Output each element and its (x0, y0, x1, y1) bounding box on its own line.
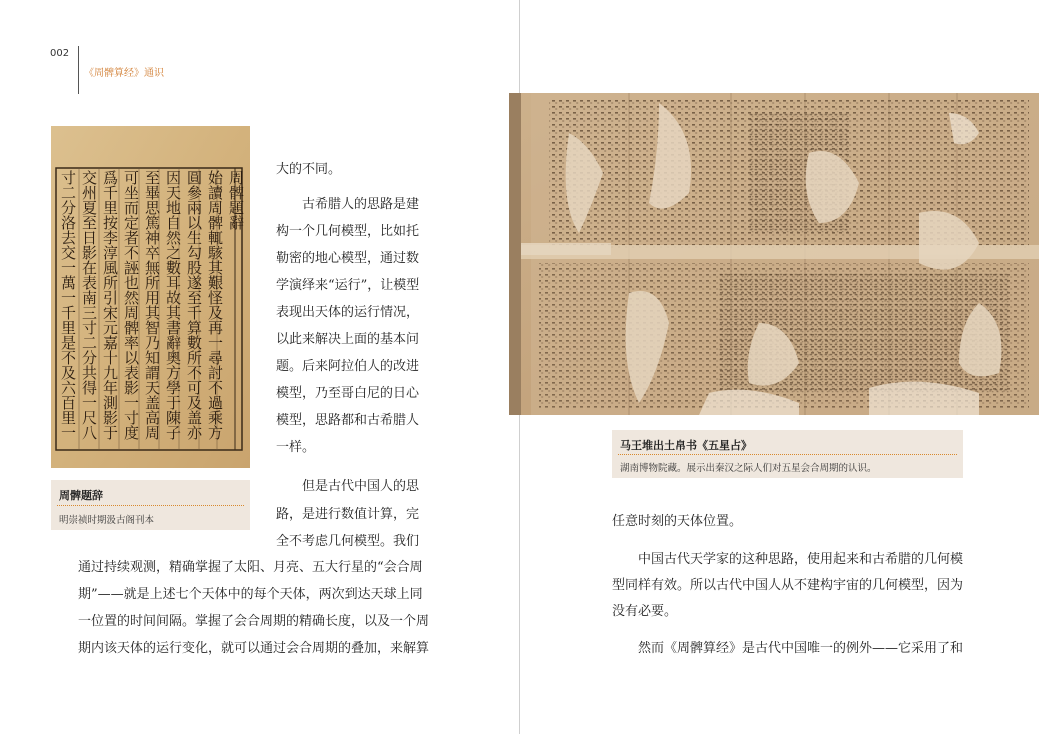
body-line: 古希腊人的思路是建 (302, 197, 420, 212)
figure2-caption (612, 430, 963, 478)
body-line: 通过持续观测，精确掌握了太阳、月亮、五大行星的“会合周 (78, 560, 423, 575)
body-line: 全不考虑几何模型。我们 (276, 534, 420, 549)
body-line: 学演绎来“运行”，让模型 (276, 278, 420, 293)
woodblock-column: 寸二分洛去交一萬一千里是不及六百里一 (59, 170, 77, 440)
body-line: 没有必要。 (612, 604, 678, 619)
body-line: 题。后来阿拉伯人的改进 (276, 359, 420, 374)
body-line: 以此来解决上面的基本问 (276, 332, 420, 347)
caption-divider (618, 454, 957, 455)
body-line: 路，是进行数值计算，完 (276, 507, 420, 522)
body-line: 构一个几何模型，比如托 (276, 224, 420, 239)
figure1-caption-title: 周髀题辞 (59, 489, 103, 502)
body-line: 中国古代天学家的这种思路，使用起来和古希腊的几何模 (638, 552, 964, 567)
body-line: 勒密的地心模型，通过数 (276, 251, 420, 266)
woodblock-column: 交州夏至日影在表南三寸二分共得一尺八 (80, 170, 98, 440)
woodblock-column: 可坐而定者不誣也然周髀率以表影一寸度 (122, 170, 140, 440)
woodblock-column: 因天地自然之數耳故其書辭奧方學于陳子 (164, 170, 182, 440)
body-line: 任意时刻的天体位置。 (612, 514, 743, 529)
body-line: 期”——就是上述七个天体中的每个天体，两次到达天球上同 (78, 587, 423, 602)
woodblock-column: 圓參兩以生勾股遂至千算數所不可及盖亦 (185, 170, 203, 440)
woodblock-column: 至畢思篤神卒無所用其智乃知謂天盖高周 (143, 170, 161, 440)
silk-manuscript-figure (509, 93, 1039, 415)
body-line: 型同样有效。所以古代中国人从不建构宇宙的几何模型，因为 (612, 578, 964, 593)
figure1-caption-description: 明崇祯时期汲古阁刊本 (59, 515, 155, 526)
caption-divider (57, 505, 244, 506)
figure1-caption (51, 480, 250, 530)
body-line: 期内该天体的运行变化，就可以通过会合周期的叠加，来解算 (78, 641, 430, 656)
body-line: 模型，乃至哥白尼的日心 (276, 386, 420, 401)
header-rule (78, 46, 79, 94)
body-line: 模型，思路都和古希腊人 (276, 413, 420, 428)
silk-manuscript-image (509, 93, 1039, 415)
woodblock-text (57, 170, 243, 450)
body-line: 一样。 (276, 440, 316, 455)
figure2-caption-description: 湖南博物院藏。展示出秦汉之际人们对五星会合周期的认识。 (620, 463, 877, 474)
running-head: 《周髀算经》通识 (84, 68, 164, 79)
woodblock-column: 始讀周髀輒駭其艱怪及再一尋討不過乘方 (206, 170, 224, 440)
woodblock-column: 爲千里按李淳風所引宋元嘉十九年測影于 (101, 170, 119, 440)
body-line: 表现出天体的运行情况， (276, 305, 420, 320)
body-line: 但是古代中国人的思 (302, 479, 420, 494)
woodblock-column-title: 周髀題辭 (227, 170, 245, 230)
body-line: 然而《周髀算经》是古代中国唯一的例外——它采用了和 (638, 641, 964, 656)
figure2-caption-title: 马王堆出土帛书《五星占》 (620, 439, 752, 452)
page-number: 002 (50, 48, 70, 59)
woodblock-figure (51, 126, 250, 468)
body-line: 一位置的时间间隔。掌握了会合周期的精确长度，以及一个周 (78, 614, 430, 629)
body-line: 大的不同。 (276, 162, 342, 177)
